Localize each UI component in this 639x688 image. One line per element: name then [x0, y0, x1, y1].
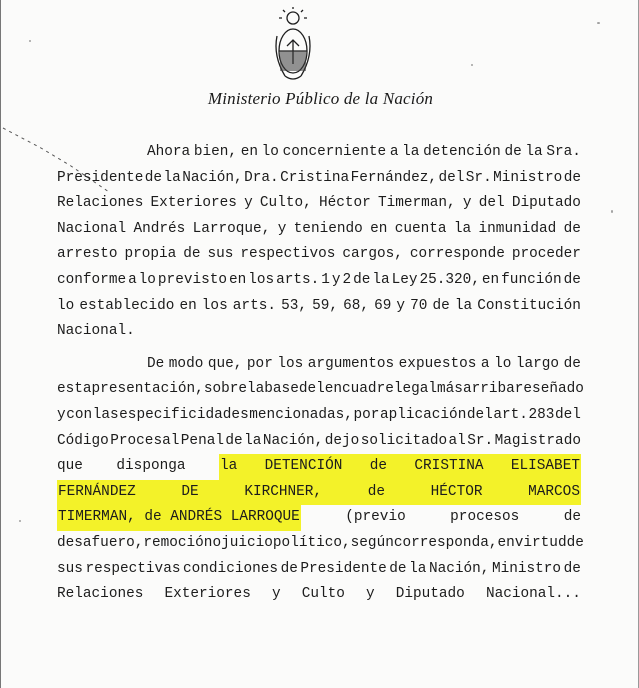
word: los [277, 355, 304, 372]
word: sus [57, 560, 83, 577]
word: Código [57, 432, 109, 449]
word: lo [57, 297, 75, 314]
text-line [57, 557, 581, 583]
word: Ley [391, 271, 418, 288]
word: la [409, 560, 427, 577]
word: Nación, [182, 169, 243, 186]
word: Penal [180, 432, 224, 449]
text-line [57, 268, 581, 294]
word: especificidades [119, 406, 249, 423]
text-line [57, 403, 581, 429]
word: desafuero, [57, 534, 144, 551]
word: largo [515, 355, 560, 372]
highlighted-word: la [219, 458, 238, 475]
word: argumentos [307, 355, 395, 372]
word: Presidente [300, 560, 387, 577]
word: arts. [232, 297, 276, 314]
document-body [57, 140, 584, 608]
word: art. [493, 406, 528, 423]
text-line [57, 166, 581, 192]
word: que, [207, 355, 243, 372]
word: detención [423, 144, 501, 160]
word: del [438, 169, 465, 186]
word: de [225, 432, 243, 449]
word: Fernández, [350, 169, 437, 186]
word: la [454, 297, 473, 314]
word: corresponde [409, 246, 505, 263]
word: bien, [193, 144, 238, 160]
word: la [402, 144, 420, 160]
word: y [244, 195, 253, 212]
word: sus [207, 246, 234, 263]
highlighted-word: DE [181, 483, 199, 500]
word: previsto [157, 271, 228, 288]
word: Exteriores [164, 586, 251, 603]
word: que [57, 458, 83, 475]
word: respectivas [85, 560, 181, 577]
word: y [57, 406, 66, 423]
word: mencionadas, [249, 406, 353, 423]
word: 1 [321, 271, 330, 288]
word: según [350, 534, 394, 551]
word: proceder [511, 246, 581, 263]
text-line [57, 582, 581, 608]
word: a [480, 355, 490, 372]
word: Ministro [493, 169, 563, 186]
word: a [128, 271, 137, 288]
word: conforme [57, 271, 127, 288]
word: respectivos [240, 246, 336, 263]
word: reseñado [514, 381, 584, 398]
highlighted-text-line-fernandez [57, 480, 581, 506]
word: 283 [528, 406, 555, 423]
word: de [563, 560, 581, 577]
word: Nacional [57, 220, 127, 237]
word: disponga [116, 458, 186, 475]
highlighted-word: de [369, 458, 388, 475]
word: de [353, 271, 371, 288]
word: de [563, 509, 581, 526]
word: Dra. [244, 169, 279, 186]
word: y [277, 220, 287, 237]
text-line-timerman [57, 505, 581, 531]
word: Héctor [318, 195, 371, 212]
text-line [57, 294, 581, 320]
word: teniendo [293, 220, 363, 237]
paragraph-detention [57, 140, 581, 345]
highlighted-word: CRISTINA [414, 458, 484, 475]
word: solicitado [360, 432, 448, 449]
word: De [147, 355, 165, 372]
highlighted-text-timerman: TIMERMAN, de ANDRÉS LARROQUE [57, 505, 301, 531]
word: por [246, 355, 273, 372]
word: función [501, 271, 562, 288]
scan-speck [471, 64, 473, 66]
word: Relaciones [57, 195, 144, 212]
word: en [228, 271, 247, 288]
word: Ministro [491, 560, 562, 577]
scan-speck [597, 22, 600, 24]
word: Sra. [546, 144, 581, 160]
word: cargos, [342, 246, 403, 263]
word: corresponda, [393, 534, 498, 551]
word: Nación, [262, 432, 324, 449]
text-line [57, 377, 584, 403]
word: presentación, [91, 381, 204, 398]
word: 2 [342, 271, 352, 288]
word: de [563, 271, 581, 288]
word: modo [168, 355, 204, 372]
word: Presidente [57, 169, 144, 186]
word: Procesal [110, 432, 180, 449]
text-line [57, 140, 581, 166]
word: del [554, 406, 581, 423]
word: 69 [374, 297, 392, 314]
word: de [183, 246, 201, 263]
word: al [448, 432, 466, 449]
word: Exteriores [150, 195, 237, 212]
word: arriba [462, 381, 515, 398]
word: Diputado [511, 195, 581, 212]
text-line [57, 242, 581, 268]
word: Culto, [259, 195, 312, 212]
word: de [563, 169, 581, 186]
word: del [466, 406, 493, 423]
word: de [563, 220, 581, 237]
word: de [566, 534, 584, 551]
word: 70 [410, 297, 428, 314]
word: y [396, 297, 406, 314]
word: 25.320, [419, 271, 480, 288]
word: y [331, 271, 341, 288]
word: de [389, 560, 407, 577]
text-line [57, 429, 581, 455]
word: dejo [324, 432, 360, 449]
word: encuadre [324, 381, 394, 398]
highlighted-word: ELISABET [510, 458, 580, 475]
highlighted-word: MARCOS [528, 483, 580, 500]
word: aplicación [379, 406, 467, 423]
word: 68, [343, 297, 369, 314]
highlighted-text-detencion [219, 454, 581, 480]
text-line [57, 531, 584, 557]
word: procesos [450, 509, 520, 526]
word: Nacional... [485, 586, 581, 603]
word: sobre [203, 381, 247, 398]
word: por [353, 406, 380, 423]
word: la [244, 432, 262, 449]
word: lo [261, 144, 279, 160]
word: 59, [312, 297, 338, 314]
paragraph-request [57, 352, 584, 608]
word: la [453, 220, 472, 237]
word: Larroque, [192, 220, 271, 237]
word: propia [124, 246, 177, 263]
word: Relaciones [57, 586, 144, 603]
text-line [57, 352, 581, 378]
word: los [248, 271, 275, 288]
word: virtud [514, 534, 567, 551]
word: Andrés [133, 220, 186, 237]
text-line [57, 319, 581, 345]
scan-speck [29, 40, 31, 42]
word: inmunidad [478, 220, 557, 237]
word: legal [393, 381, 438, 398]
word: la [525, 144, 543, 160]
highlighted-word: FERNÁNDEZ [58, 483, 136, 500]
highlighted-word: de [367, 483, 385, 500]
text-line-disponga [57, 454, 581, 480]
highlighted-word: DETENCIÓN [264, 458, 343, 475]
word: lo [138, 271, 156, 288]
word: y [462, 195, 472, 212]
word: de [144, 169, 163, 186]
text-line [57, 191, 581, 217]
word: o [212, 534, 222, 551]
word: arts. [276, 271, 320, 288]
word: Sr. [465, 169, 492, 186]
word: Constitución [477, 297, 581, 314]
highlighted-word: HÉCTOR [430, 483, 483, 500]
text-line [57, 217, 581, 243]
argentina-coat-of-arms-icon [271, 6, 315, 84]
word: y [365, 586, 375, 603]
scan-speck [611, 210, 613, 213]
scan-speck [19, 520, 21, 522]
word: más [437, 381, 463, 398]
word: con [66, 406, 93, 423]
word: las [92, 406, 119, 423]
word: Cristina [280, 169, 350, 186]
word: expuestos [398, 355, 477, 372]
word: (previo [345, 509, 406, 526]
word: Ahora [147, 144, 191, 160]
word: de [432, 297, 450, 314]
word: concerniente [282, 144, 387, 160]
word: Sr. [467, 432, 494, 449]
word: Magistrado [494, 432, 581, 449]
word: esta [57, 381, 92, 398]
word: condiciones [183, 560, 279, 577]
word: de [504, 144, 522, 160]
ministry-header: Ministerio Público de la Nación [207, 89, 434, 108]
word: lo [494, 355, 512, 372]
word: 53, [281, 297, 307, 314]
word: de [280, 560, 298, 577]
word: Nacional. [57, 323, 135, 340]
word: base [264, 381, 299, 398]
word: en [497, 534, 515, 551]
word: político, [272, 534, 351, 551]
highlighted-word: KIRCHNER, [244, 483, 323, 500]
word: en [370, 220, 388, 237]
word: establecido [79, 297, 175, 314]
word: y [271, 586, 281, 603]
word: Diputado [395, 586, 465, 603]
word: en [240, 144, 258, 160]
word: arresto [57, 246, 118, 263]
word: a [389, 144, 399, 160]
word: en [481, 271, 500, 288]
word: del [478, 195, 505, 212]
word: la [372, 271, 390, 288]
word: la [163, 169, 181, 186]
word: en [179, 297, 197, 314]
word: remoción [143, 534, 213, 551]
word: de [563, 355, 581, 372]
word: Timerman, [377, 195, 456, 212]
word: la [247, 381, 265, 398]
word: Nación, [428, 560, 490, 577]
word: Culto [301, 586, 345, 603]
word: los [201, 297, 228, 314]
word: del [298, 381, 325, 398]
word: juicio [221, 534, 273, 551]
word: cuenta [394, 220, 447, 237]
